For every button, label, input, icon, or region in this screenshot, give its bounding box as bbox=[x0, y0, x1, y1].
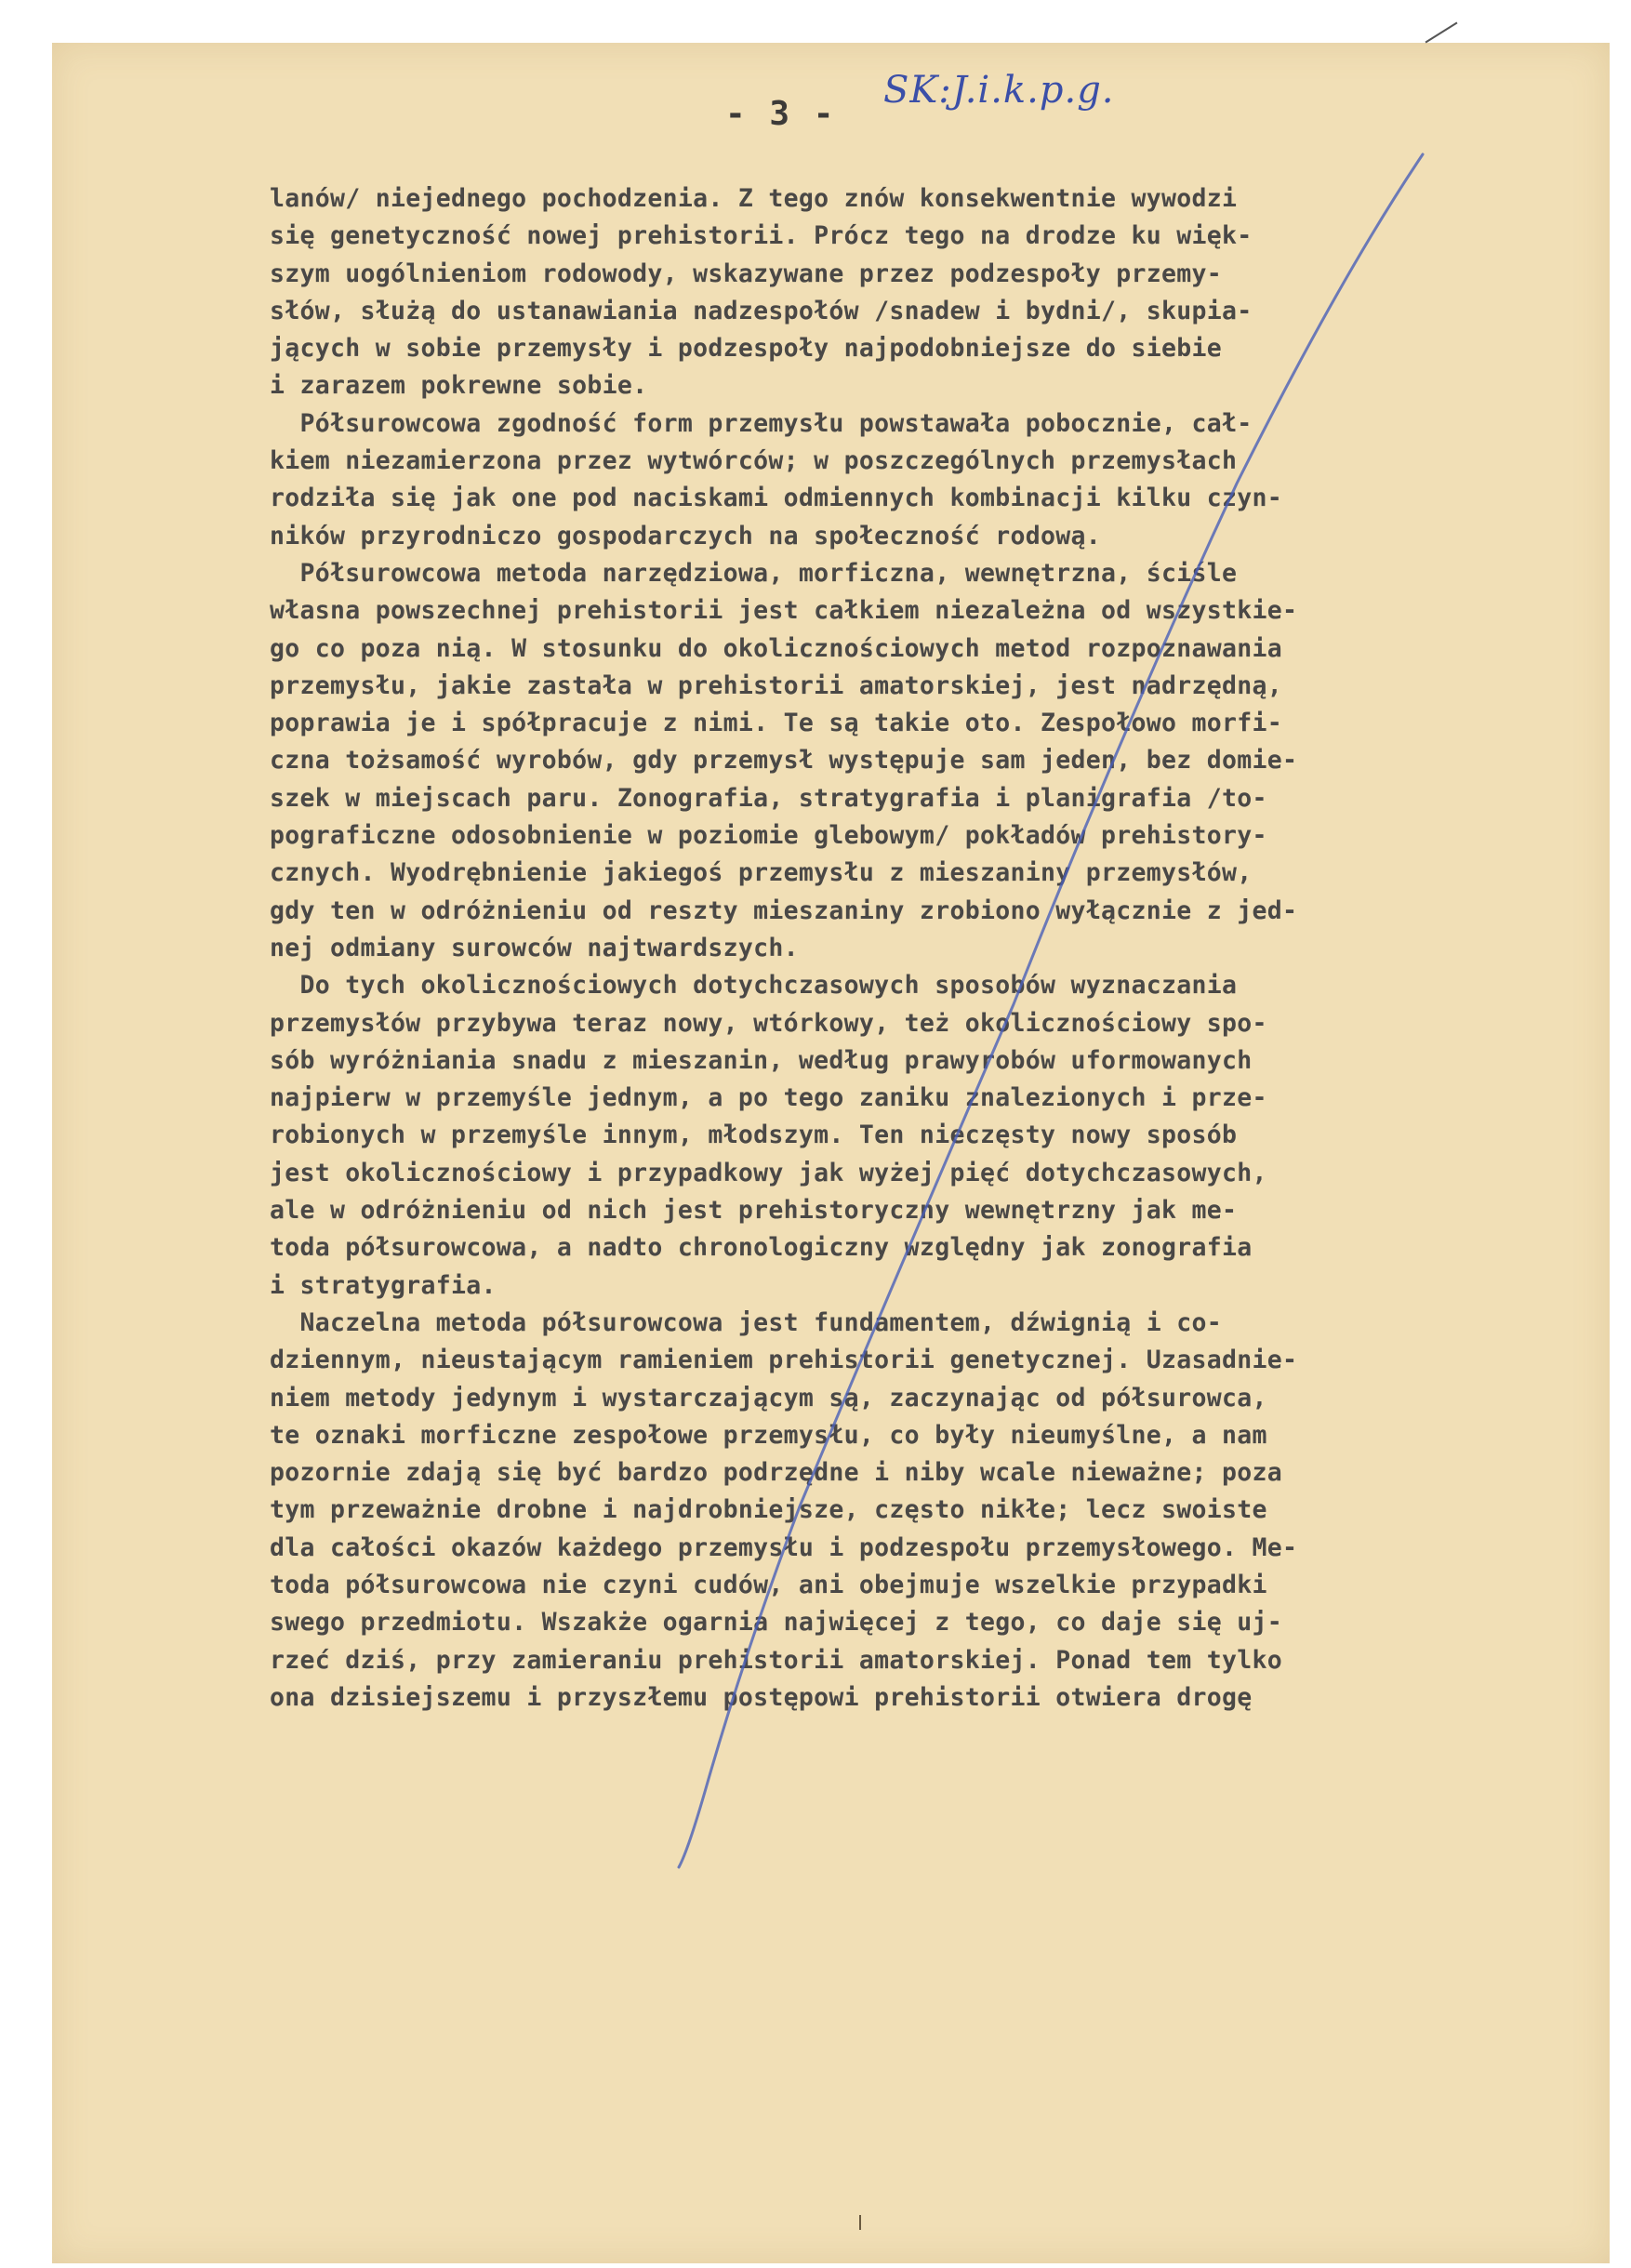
text-line: słów, służą do ustanawiania nadzespołów /snadew i bydni/, skupia- bbox=[270, 296, 1253, 325]
text-line: gdy ten w odróżnieniu od reszty mieszaniny zrobiono wyłącznie z jed- bbox=[270, 895, 1298, 925]
text-line: ona dzisiejszemu i przyszłemu postępowi prehistorii otwiera drogę bbox=[270, 1682, 1253, 1712]
text-line: szym uogólnieniom rodowody, wskazywane przez podzespoły przemy- bbox=[270, 259, 1223, 288]
text-line: najpierw w przemyśle jednym, a po tego zaniku znalezionych i prze- bbox=[270, 1083, 1267, 1113]
text-line: jest okolicznościowy i przypadkowy jak wyżej pięć dotychczasowych, bbox=[270, 1158, 1267, 1187]
body-text bbox=[270, 180, 1581, 1717]
text-line: i stratygrafia. bbox=[270, 1270, 497, 1300]
text-line: te oznaki morficzne zespołowe przemysłu, co były nieumyślne, a nam bbox=[270, 1420, 1267, 1450]
text-line: kiem niezamierzona przez wytwórców; w poszczególnych przemysłach bbox=[270, 446, 1238, 476]
text-line: przemysłu, jakie zastała w prehistorii amatorskiej, jest nadrzędną, bbox=[270, 670, 1283, 700]
handwritten-note: SK:J.i.k.p.g. bbox=[883, 69, 1115, 112]
paper-mark bbox=[859, 2215, 861, 2230]
text-line: przemysłów przybywa teraz nowy, wtórkowy, też okolicznościowy spo- bbox=[270, 1008, 1267, 1038]
text-line: cznych. Wyodrębnienie jakiegoś przemysłu z mieszaniny przemysłów, bbox=[270, 858, 1253, 888]
corner-mark bbox=[1425, 22, 1458, 44]
text-line: Półsurowcowa metoda narzędziowa, morficzna, wewnętrzna, ściśle bbox=[270, 558, 1238, 588]
text-line: rzeć dziś, przy zamieraniu prehistorii amatorskiej. Ponad tem tylko bbox=[270, 1645, 1283, 1675]
text-line: toda półsurowcowa nie czyni cudów, ani obejmuje wszelkie przypadki bbox=[270, 1570, 1267, 1599]
text-line: własna powszechnej prehistorii jest całkiem niezależna od wszystkie- bbox=[270, 596, 1298, 626]
text-line: dla całości okazów każdego przemysłu i podzespołu przemysłowego. Me- bbox=[270, 1532, 1298, 1562]
text-line: ale w odróżnieniu od nich jest prehistoryczny wewnętrzny jak me- bbox=[270, 1196, 1238, 1226]
text-line: rodziła się jak one pod naciskami odmiennych kombinacji kilku czyn- bbox=[270, 484, 1283, 513]
text-line: sób wyróżniania snadu z mieszanin, według prawyrobów uformowanych bbox=[270, 1045, 1253, 1075]
text-line: czna tożsamość wyrobów, gdy przemysł występuje sam jeden, bez domie- bbox=[270, 746, 1298, 776]
text-line: toda półsurowcowa, a nadto chronologiczny względny jak zonografia bbox=[270, 1233, 1253, 1263]
text-line: Naczelna metoda półsurowcowa jest fundamentem, dźwignią i co- bbox=[270, 1307, 1223, 1337]
text-line: swego przedmiotu. Wszakże ogarnia najwięcej z tego, co daje się uj- bbox=[270, 1608, 1283, 1638]
text-line: się genetyczność nowej prehistorii. Prócz tego na drodze ku więk- bbox=[270, 221, 1253, 251]
text-line: dziennym, nieustającym ramieniem prehistorii genetycznej. Uzasadnie- bbox=[270, 1346, 1298, 1375]
text-line: ników przyrodniczo gospodarczych na społeczność rodową. bbox=[270, 521, 1101, 550]
text-line: poprawia je i spółpracuje z nimi. Te są takie oto. Zespołowo morfi- bbox=[270, 709, 1283, 738]
text-line: pozornie zdają się być bardzo podrzędne i niby wcale nieważne; poza bbox=[270, 1458, 1283, 1488]
text-line: i zarazem pokrewne sobie. bbox=[270, 371, 648, 401]
text-line: niem metody jedynym i wystarczającym są, zaczynając od półsurowca, bbox=[270, 1383, 1267, 1413]
text-line: pograficzne odosobnienie w poziomie glebowym/ pokładów prehistory- bbox=[270, 821, 1267, 851]
text-line: jących w sobie przemysły i podzespoły najpodobniejsze do siebie bbox=[270, 334, 1223, 364]
text-line: robionych w przemyśle innym, młodszym. Ten nieczęsty nowy sposób bbox=[270, 1121, 1238, 1150]
text-line: Półsurowcowa zgodność form przemysłu powstawała pobocznie, cał- bbox=[270, 408, 1253, 438]
text-line: szek w miejscach paru. Zonografia, stratygrafia i planigrafia /to- bbox=[270, 783, 1267, 813]
text-line: lanów/ niejednego pochodzenia. Z tego znów konsekwentnie wywodzi bbox=[270, 184, 1238, 213]
text-line: go co poza nią. W stosunku do okolicznościowych metod rozpoznawania bbox=[270, 633, 1283, 663]
text-line: tym przeważnie drobne i najdrobniejsze, często nikłe; lecz swoiste bbox=[270, 1495, 1267, 1525]
text-line: nej odmiany surowców najtwardszych. bbox=[270, 933, 799, 962]
text-line: Do tych okolicznościowych dotychczasowych sposobów wyznaczania bbox=[270, 971, 1238, 1001]
page-number: - 3 - bbox=[725, 95, 836, 133]
